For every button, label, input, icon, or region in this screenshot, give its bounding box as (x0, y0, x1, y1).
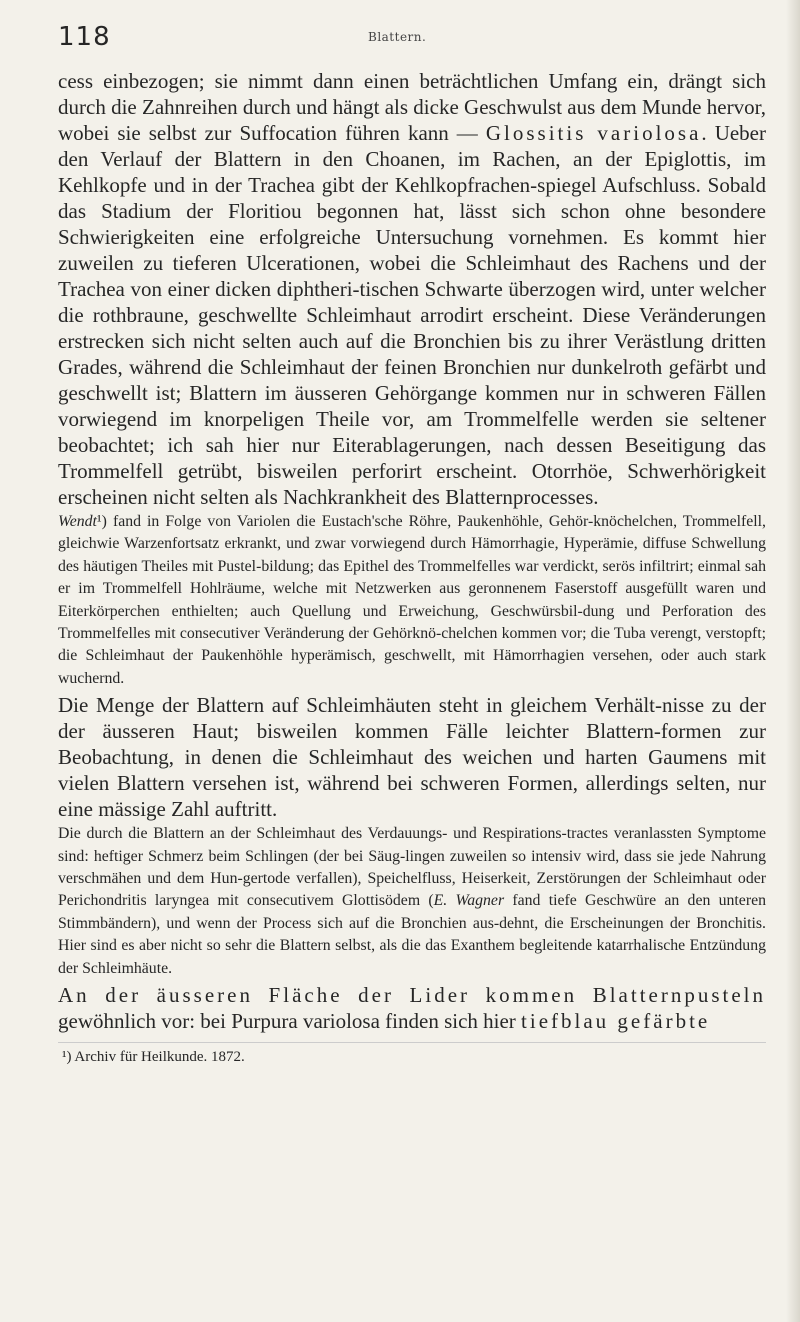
author-wendt: Wendt (58, 513, 97, 530)
paragraph-5-spaced-a: An der äusseren Fläche der Lider kommen Blatternpusteln (58, 983, 766, 1008)
paragraph-5 (58, 982, 766, 1034)
paragraph-1-text-b: . Ueber den Verlauf der Blattern in den Choanen, im Rachen, an der Epiglottis, im Kehlkopfe und in der Trachea gibt der Kehlkopfrachen-spiegel Aufschluss. Sobald das Stadium der Floritiou begonnen hat, lässt sich schon ohne besondere Schwierigkeiten eine erfolgreiche Untersuchung vornehmen. Es kommt hier zuweilen zu tieferen Ulcerationen, wobei die Schleimhaut des Rachens und der Trachea von einer dicken diphtheri-tischen Schwarte überzogen wird, unter welcher die rothbraune, geschwellte Schleimhaut arrodirt erscheint. Diese Veränderungen erstrecken sich nicht selten auch auf die Bronchien bis zu ihrer Verästlung dritten Grades, während die Schleimhaut der feinen Bronchien nur dunkelroth gefärbt und geschwellt ist; Blattern im äusseren Gehörgange kommen nur in schweren Fällen vorwiegend im knorpeligen Theile vor, am Trommelfelle werden sie seltener beobachtet; ich sah hier nur Eiterablagerungen, nach dessen Beseitigung das Trommelfell getrübt, bisweilen perforirt erscheint. Otorrhöe, Schwerhörigkeit erscheinen nicht selten als Nachkrankheit des Blatternprocesses. (58, 121, 766, 509)
paragraph-5-text: gewöhnlich vor: bei Purpura variolosa finden sich hier (58, 1009, 522, 1034)
paragraph-2-text: fand in Folge von Variolen die Eustach'sche Röhre, Paukenhöhle, Gehör-knöchelchen, Trommelfell, gleichwie Warzenfortsatz erkrankt, und zwar vorwiegend durch Hämorrhagie, Hyperämie, diffuse Schwellung des häutigen Theiles mit Pustel-bildung; das Epithel des Trommelfelles war verdickt, serös infiltrirt; einmal sah er im Trommelfell Hohlräume, welche mit Netzwerken aus geronnenem Faserstoff ausgefüllt waren und Eiterkörperchen enthielten; auch Quellung und Erweichung, Geschwürsbil-dung und Perforation des Trommelfelles mit consecutiver Veränderung der Gehörknö-chelchen kommen vor; die Tuba verengt, verstopft; die Schleimhaut der Paukenhöhle hyperämisch, geschwellt, mit Hämorrhagien versehen, oder auch stark wuchernd. (58, 513, 766, 687)
paragraph-4-small (58, 823, 766, 980)
footnote-reference: ¹) (96, 513, 107, 530)
running-head: Blattern. (368, 30, 427, 44)
paragraph-5-spaced-b: tiefblau gefärbte (521, 1009, 711, 1034)
paragraph-2-small (58, 511, 766, 690)
paragraph-4-text-a: Die durch die Blattern an der Schleimhaut des Verdauungs- und Respirations-tractes veranlassten Symptome sind: heftiger Schmerz beim Schlingen (der bei Säug-lingen zuweilen so intensiv wird, dass sie jede Nahrung verschmähen und dem Hun-gertode verfallen), Speichelfluss, Heiserkeit, Zerstörungen der Schleimhaut oder Perichondritis laryngea mit consecutivem Glottisödem ( (58, 825, 766, 910)
author-wagner: E. Wagner (433, 892, 505, 910)
body-text (58, 68, 766, 1067)
term-glossitis-variolosa: Glossitis variolosa (485, 121, 702, 145)
page-number: 118 (58, 22, 111, 52)
page-header (58, 22, 748, 62)
footnote: ¹) Archiv für Heilkunde. 1872. (62, 1049, 245, 1066)
paragraph-1 (58, 68, 766, 510)
page-edge-shadow (786, 0, 800, 1322)
paragraph-3: Die Menge der Blattern auf Schleimhäuten steht in gleichem Verhält-nisse zu der der äusseren Haut; bisweilen kommen Fälle leichter Blattern-formen zur Beobachtung, in denen die Schleimhaut des weichen und harten Gaumens mit vielen Blattern versehen ist, während bei schweren Formen, allerdings selten, nur eine mässige Zahl auftritt. (58, 693, 766, 822)
paragraph-1-text-a: cess einbezogen; sie nimmt dann einen beträchtlichen Umfang ein, drängt sich durch die Zahnreihen durch und hängt als dicke Geschwulst aus dem Munde hervor, wobei sie selbst zur Suffocation führen kann — (58, 69, 766, 145)
paragraph-4-text-b: fand tiefe Geschwüre an den unteren Stimmbändern), und wenn der Process sich auf die Bronchien aus-dehnt, die Erscheinungen der Bronchitis. Hier sind es aber nicht so sehr die Blattern selbst, als die das Exanthem begleitende katarrhalische Entzündung der Schleimhäute. (58, 892, 766, 977)
footnote-divider (58, 1042, 766, 1043)
